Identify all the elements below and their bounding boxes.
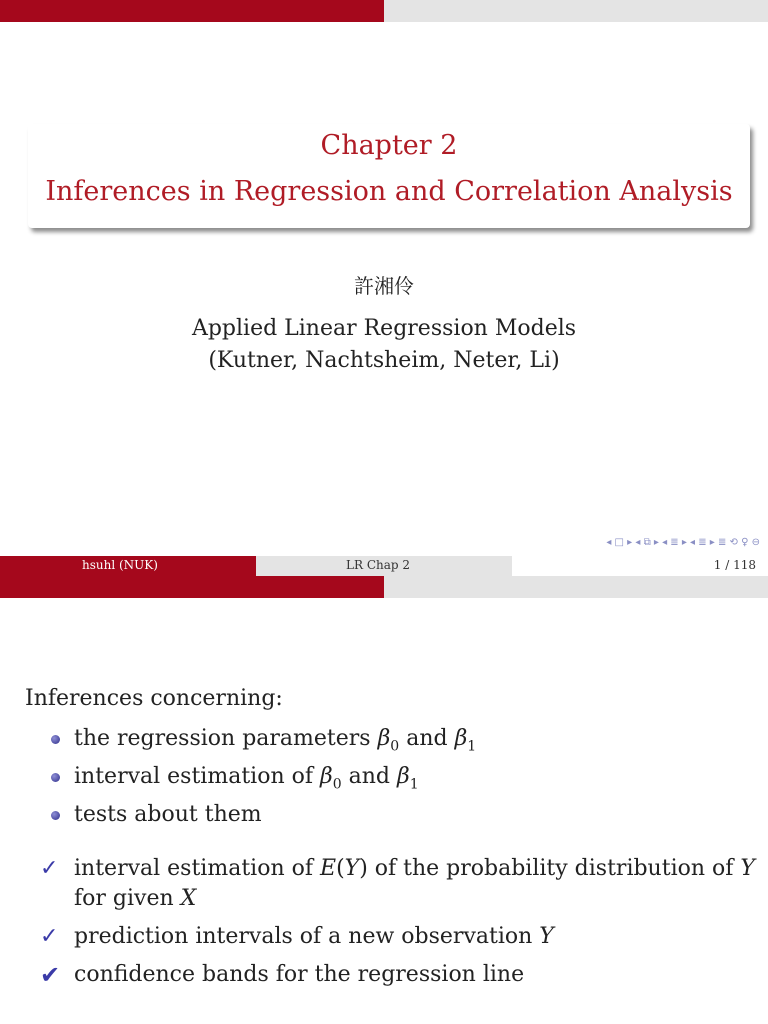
checkmark-list <box>40 854 760 998</box>
author-name: 許湘伶 <box>354 274 414 298</box>
bullet-list <box>48 726 476 840</box>
top-bar-left <box>0 0 384 22</box>
footer-page-cell <box>512 556 768 576</box>
top-bar-right <box>384 576 768 598</box>
heavy-checkmark-icon: ✔ <box>40 961 61 989</box>
book-title: Applied Linear Regression Models <box>191 316 577 341</box>
top-bar <box>0 0 768 22</box>
list-item: ✓ interval estimation of E(Y) of the probability distribution of Y for given X <box>40 856 755 911</box>
list-item: tests about them <box>48 802 476 840</box>
top-bar <box>0 576 768 598</box>
bullet-icon <box>51 735 60 744</box>
footer-author: hsuhl (NUK) <box>82 558 158 572</box>
list-item: interval estimation of $\beta_0$ and $\beta_1$ <box>48 764 476 802</box>
content-slide <box>0 576 768 1024</box>
checkmark-icon: ✓ <box>40 924 59 949</box>
list-item: ✔ confidence bands for the regression line <box>40 961 525 989</box>
title-box <box>28 124 750 228</box>
bullet-icon <box>51 773 60 782</box>
checkmark-icon: ✓ <box>40 856 59 881</box>
list-item: the regression parameters $\beta_0$ and $\beta_1$ <box>48 726 476 764</box>
bullet-icon <box>51 811 60 820</box>
chapter-subtitle: Inferences in Regression and Correlation Analysis <box>45 176 733 207</box>
top-bar-left <box>0 576 384 598</box>
beamer-nav-icons[interactable]: ◂ □ ▸ ◂ ⧉ ▸ ◂ ≣ ▸ ◂ ≣ ▸ ≣ ⟲ ♀ ⊖ <box>606 537 760 548</box>
chapter-title: Chapter 2 <box>320 130 458 161</box>
footer-bar <box>0 556 768 576</box>
footer-page-number: 1 / 118 <box>713 558 756 572</box>
intro-text: Inferences concerning: <box>25 686 283 711</box>
list-item: ✓ prediction intervals of a new observation Y <box>40 922 760 952</box>
footer-author-cell <box>0 556 256 576</box>
footer-title-cell <box>256 556 512 576</box>
book-authors: (Kutner, Nachtsheim, Neter, Li) <box>208 348 560 373</box>
footer-title: LR Chap 2 <box>346 558 411 572</box>
top-bar-right <box>384 0 768 22</box>
